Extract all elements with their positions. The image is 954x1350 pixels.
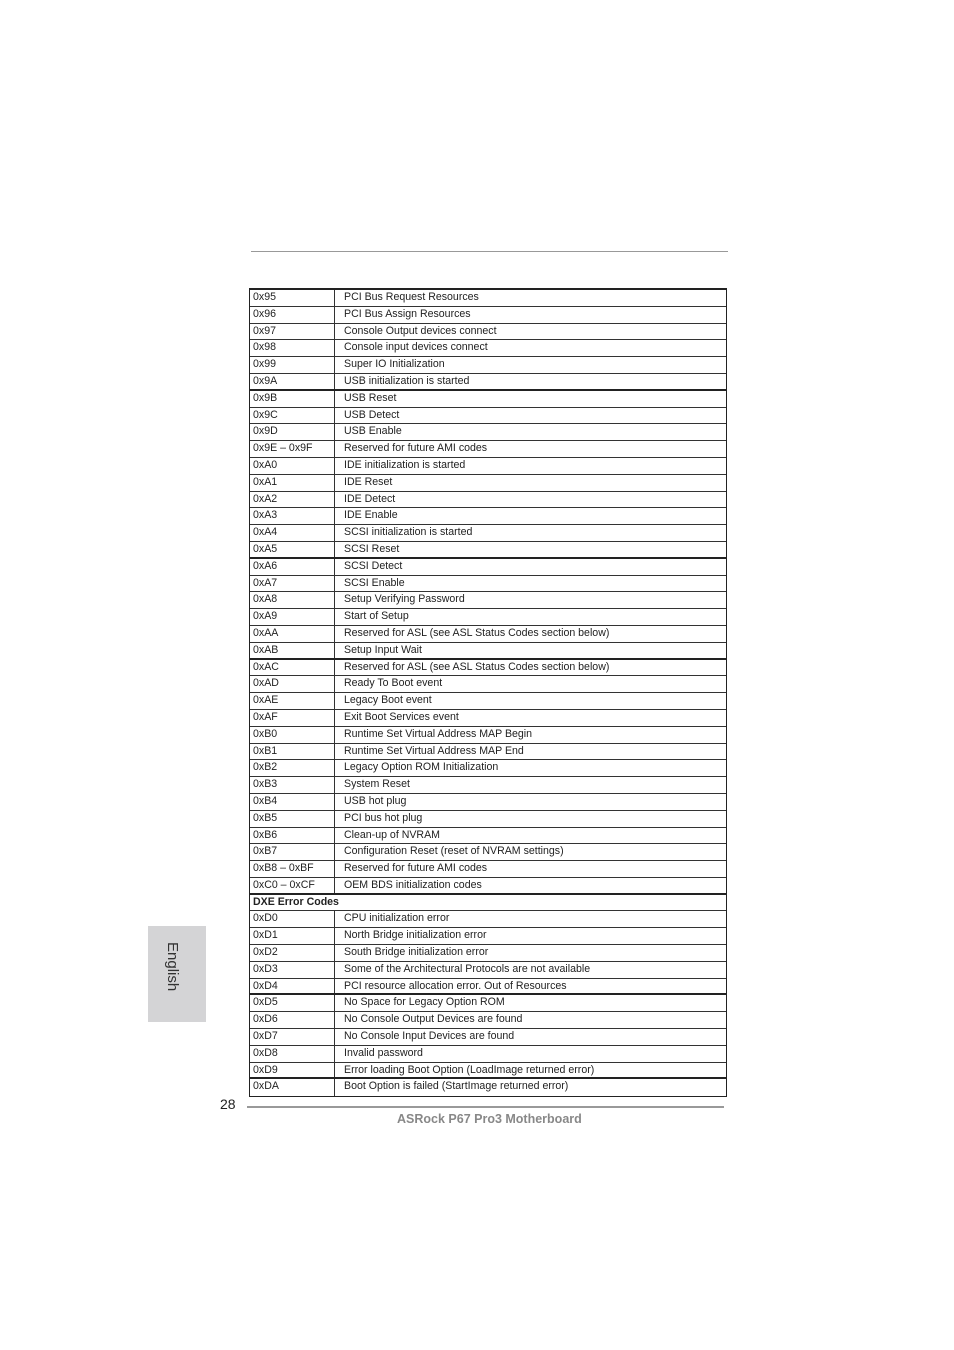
- table-row: [250, 340, 726, 357]
- description-cell: Exit Boot Services event: [344, 710, 459, 723]
- code-cell: 0x9E – 0x9F: [250, 441, 335, 457]
- table-row: [250, 844, 726, 861]
- code-cell: 0xD8: [250, 1046, 335, 1062]
- table-row: [250, 828, 726, 845]
- code-cell: 0xA2: [250, 492, 335, 508]
- description-cell: OEM BDS initialization codes: [344, 878, 482, 891]
- code-cell: 0xA5: [250, 542, 335, 557]
- description-cell: North Bridge initialization error: [344, 929, 487, 942]
- table-row: [250, 475, 726, 492]
- code-cell: 0xD0: [250, 911, 335, 927]
- description-cell: Console Output devices connect: [344, 324, 497, 337]
- description-cell: Reserved for future AMI codes: [344, 442, 488, 455]
- description-cell: No Console Input Devices are found: [344, 1030, 515, 1043]
- table-row: [250, 794, 726, 811]
- description-cell: Super IO Initialization: [344, 358, 445, 371]
- table-row: [250, 979, 726, 996]
- table-row: [250, 374, 726, 391]
- description-cell: USB hot plug: [344, 794, 407, 807]
- top-divider: [251, 251, 728, 252]
- code-cell: 0xAD: [250, 676, 335, 692]
- table-row: [250, 609, 726, 626]
- table-row: [250, 324, 726, 341]
- table-row: [250, 592, 726, 609]
- table-row: [250, 1012, 726, 1029]
- section-header-row: [250, 895, 726, 912]
- description-cell: SCSI Enable: [344, 576, 405, 589]
- description-cell: Configuration Reset (reset of NVRAM settings): [344, 845, 564, 858]
- table-row: [250, 760, 726, 777]
- description-cell: USB initialization is started: [344, 374, 470, 387]
- description-cell: USB Detect: [344, 408, 400, 421]
- table-row: [250, 458, 726, 475]
- table-row: [250, 995, 726, 1012]
- table-row: [250, 576, 726, 593]
- description-cell: SCSI Reset: [344, 542, 400, 555]
- footer-title: ASRock P67 Pro3 Motherboard: [397, 1112, 582, 1126]
- description-cell: Legacy Option ROM Initialization: [344, 761, 499, 774]
- description-cell: Invalid password: [344, 1046, 423, 1059]
- table-row: [250, 542, 726, 559]
- table-row: [250, 744, 726, 761]
- table-row: [250, 559, 726, 576]
- code-cell: 0xAE: [250, 693, 335, 709]
- code-cell: 0xD6: [250, 1012, 335, 1028]
- description-cell: Setup Verifying Password: [344, 593, 465, 606]
- code-cell: 0xB3: [250, 777, 335, 793]
- table-row: [250, 391, 726, 408]
- section-header: DXE Error Codes: [253, 895, 339, 908]
- table-row: [250, 492, 726, 509]
- description-cell: Runtime Set Virtual Address MAP Begin: [344, 727, 533, 740]
- code-cell: 0xA6: [250, 559, 335, 575]
- table-row: [250, 878, 726, 895]
- description-cell: Runtime Set Virtual Address MAP End: [344, 744, 524, 757]
- page-number: 28: [220, 1096, 236, 1112]
- table-row: [250, 777, 726, 794]
- code-cell: 0x95: [250, 290, 335, 306]
- description-cell: PCI Bus Assign Resources: [344, 307, 471, 320]
- code-cell: 0xAB: [250, 643, 335, 658]
- description-cell: IDE Enable: [344, 509, 398, 522]
- description-cell: Boot Option is failed (StartImage returned error): [344, 1080, 569, 1093]
- description-cell: Clean-up of NVRAM: [344, 828, 440, 841]
- table-row: [250, 408, 726, 425]
- language-label: English: [164, 942, 181, 992]
- table-row: [250, 660, 726, 677]
- code-cell: 0xD2: [250, 945, 335, 961]
- table-row: [250, 424, 726, 441]
- code-cell: 0x9D: [250, 424, 335, 440]
- code-cell: 0xAC: [250, 660, 335, 676]
- description-cell: System Reset: [344, 778, 410, 791]
- post-code-table: [249, 288, 727, 1097]
- description-cell: CPU initialization error: [344, 912, 450, 925]
- code-cell: 0xD4: [250, 979, 335, 994]
- code-cell: 0x98: [250, 340, 335, 356]
- code-cell: 0xB5: [250, 811, 335, 827]
- description-cell: South Bridge initialization error: [344, 946, 489, 959]
- table-row: [250, 626, 726, 643]
- description-cell: PCI bus hot plug: [344, 811, 423, 824]
- code-cell: 0xB4: [250, 794, 335, 810]
- code-cell: 0xB1: [250, 744, 335, 760]
- code-cell: 0xB2: [250, 760, 335, 776]
- table-row: [250, 693, 726, 710]
- language-tab: [148, 926, 206, 1022]
- description-cell: Ready To Boot event: [344, 677, 443, 690]
- code-cell: 0xAF: [250, 710, 335, 726]
- table-row: [250, 643, 726, 660]
- description-cell: IDE Detect: [344, 492, 396, 505]
- code-cell: 0xD9: [250, 1063, 335, 1078]
- table-row: [250, 945, 726, 962]
- table-row: [250, 911, 726, 928]
- table-row: [250, 1046, 726, 1063]
- description-cell: No Console Output Devices are found: [344, 1013, 523, 1026]
- code-cell: 0xB7: [250, 844, 335, 860]
- description-cell: IDE initialization is started: [344, 458, 466, 471]
- code-cell: 0xC0 – 0xCF: [250, 878, 335, 893]
- code-cell: 0xD3: [250, 962, 335, 978]
- table-row: [250, 710, 726, 727]
- description-cell: PCI resource allocation error. Out of Resources: [344, 979, 567, 992]
- description-cell: Reserved for future AMI codes: [344, 862, 488, 875]
- description-cell: Error loading Boot Option (LoadImage returned error): [344, 1063, 595, 1076]
- code-cell: 0xA7: [250, 576, 335, 592]
- table-row: [250, 525, 726, 542]
- table-row: [250, 357, 726, 374]
- code-cell: 0xA0: [250, 458, 335, 474]
- table-row: [250, 962, 726, 979]
- description-cell: SCSI initialization is started: [344, 526, 473, 539]
- description-cell: Reserved for ASL (see ASL Status Codes section below): [344, 660, 610, 673]
- description-cell: Console input devices connect: [344, 341, 488, 354]
- code-cell: 0xD5: [250, 995, 335, 1011]
- table-row: [250, 928, 726, 945]
- code-cell: 0xD7: [250, 1029, 335, 1045]
- code-cell: 0xA1: [250, 475, 335, 491]
- description-cell: Legacy Boot event: [344, 694, 432, 707]
- description-cell: PCI Bus Request Resources: [344, 291, 479, 303]
- code-cell: 0xA8: [250, 592, 335, 608]
- description-cell: SCSI Detect: [344, 559, 403, 572]
- code-cell: 0x96: [250, 307, 335, 323]
- code-cell: 0xB6: [250, 828, 335, 844]
- code-cell: 0xA4: [250, 525, 335, 541]
- table-row: [250, 307, 726, 324]
- table-row: [250, 1079, 726, 1096]
- table-row: [250, 1063, 726, 1080]
- table-row: [250, 861, 726, 878]
- description-cell: Setup Input Wait: [344, 643, 422, 656]
- description-cell: Some of the Architectural Protocols are not available: [344, 962, 591, 975]
- code-cell: 0xA9: [250, 609, 335, 625]
- code-cell: 0xAA: [250, 626, 335, 642]
- table-row: [250, 290, 726, 307]
- bottom-divider: [247, 1106, 724, 1108]
- code-cell: 0xA3: [250, 508, 335, 524]
- description-cell: USB Enable: [344, 425, 402, 438]
- code-cell: 0x99: [250, 357, 335, 373]
- code-cell: 0xD1: [250, 928, 335, 944]
- table-row: [250, 441, 726, 458]
- description-cell: Start of Setup: [344, 610, 409, 623]
- description-cell: No Space for Legacy Option ROM: [344, 996, 505, 1009]
- table-row: [250, 676, 726, 693]
- code-cell: 0x9B: [250, 391, 335, 407]
- table-row: [250, 727, 726, 744]
- table-row: [250, 811, 726, 828]
- description-cell: USB Reset: [344, 391, 397, 404]
- code-cell: 0xDA: [250, 1079, 335, 1096]
- description-cell: IDE Reset: [344, 475, 393, 488]
- code-cell: 0xB0: [250, 727, 335, 743]
- code-cell: 0x97: [250, 324, 335, 340]
- table-row: [250, 508, 726, 525]
- code-cell: 0xB8 – 0xBF: [250, 861, 335, 877]
- description-cell: Reserved for ASL (see ASL Status Codes section below): [344, 626, 610, 639]
- code-cell: 0x9C: [250, 408, 335, 424]
- code-cell: 0x9A: [250, 374, 335, 389]
- table-row: [250, 1029, 726, 1046]
